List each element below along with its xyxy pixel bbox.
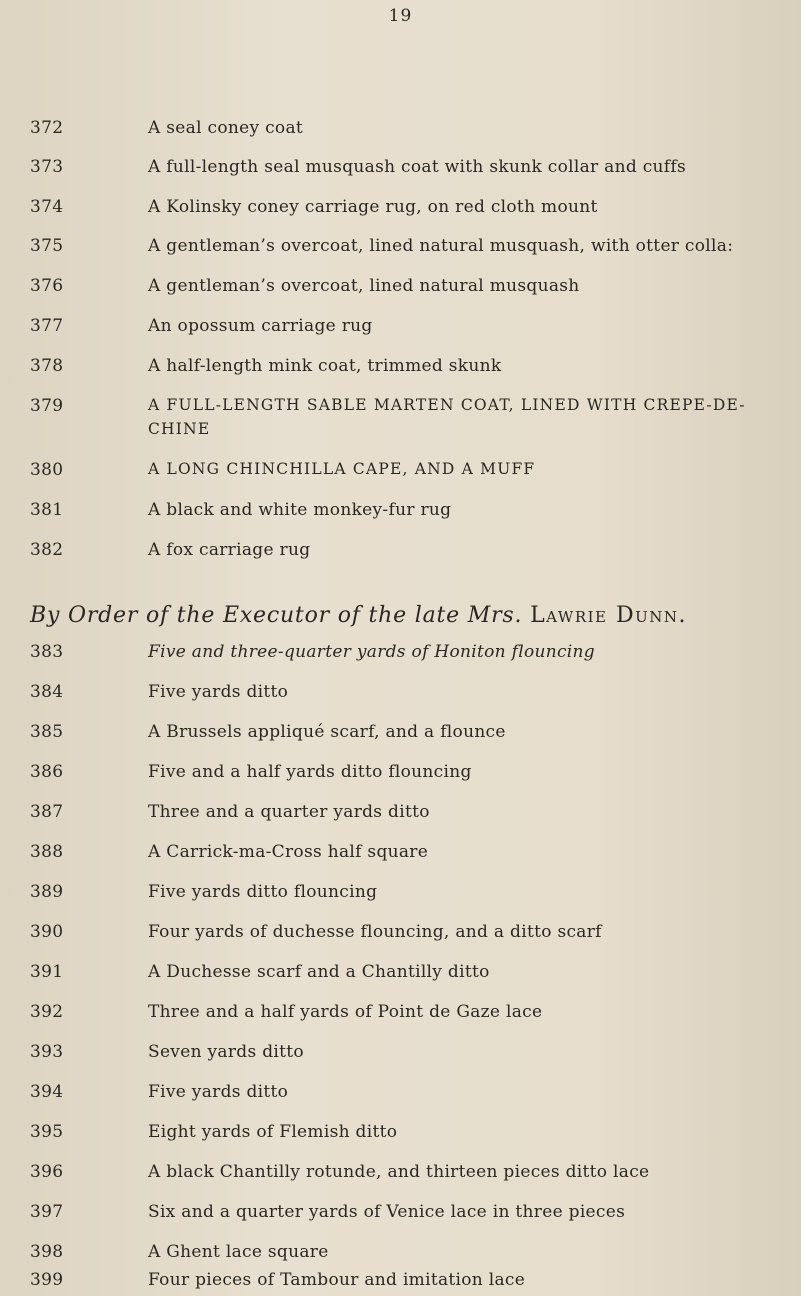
lot-number: 390 [30,922,64,942]
lot-number: 381 [30,500,64,520]
lot-description: A LONG CHINCHILLA CAPE, AND A MUFF [148,460,536,478]
lot-description: A black Chantilly rotunde, and thirteen pieces ditto lace [148,1162,650,1182]
lot-description: A Duchesse scarf and a Chantilly ditto [148,962,490,982]
lot-number: 394 [30,1082,64,1102]
page-number: 19 [388,6,413,26]
lot-description: A Brussels appliqué scarf, and a flounce [148,722,506,742]
section-heading [30,603,800,628]
lot-description: Five and three-quarter yards of Honiton flouncing [148,642,595,662]
lot-number: 384 [30,682,64,702]
lot-number: 378 [30,356,64,376]
lot-number: 395 [30,1122,64,1142]
lot-number: 385 [30,722,64,742]
lot-number: 387 [30,802,64,822]
lot-description: A Kolinsky coney carriage rug, on red cloth mount [148,197,598,217]
lot-number: 382 [30,540,64,560]
lot-description: A Ghent lace square [148,1242,329,1262]
lot-number: 389 [30,882,64,902]
lot-description: A half-length mink coat, trimmed skunk [148,356,502,376]
lot-number: 379 [30,396,64,416]
lot-number: 397 [30,1202,64,1222]
lot-description: Seven yards ditto [148,1042,304,1062]
lot-number: 392 [30,1002,64,1022]
lot-description: Five and a half yards ditto flouncing [148,762,472,782]
lot-number: 380 [30,460,64,480]
lot-description: Six and a quarter yards of Venice lace in three pieces [148,1202,626,1222]
lot-description: A fox carriage rug [148,540,311,560]
lot-description: Three and a quarter yards ditto [148,802,430,822]
lot-number: 375 [30,236,64,256]
lot-description: Five yards ditto [148,1082,289,1102]
lot-description: A gentleman’s overcoat, lined natural musquash, with otter colla: [148,236,734,256]
lot-description: Five yards ditto flouncing [148,882,378,902]
section-heading-prefix: By Order of the Executor of the late Mrs. [30,603,523,628]
lot-number: 372 [30,118,64,138]
lot-description: Eight yards of Flemish ditto [148,1122,398,1142]
lot-description: Three and a half yards of Point de Gaze lace [148,1002,543,1022]
section-heading-name: Lawrie Dunn. [530,603,687,628]
lot-description: An opossum carriage rug [148,316,373,336]
lot-number: 398 [30,1242,64,1262]
lot-description: Four pieces of Tambour and imitation lace [148,1270,526,1290]
lot-number: 393 [30,1042,64,1062]
lot-number: 396 [30,1162,64,1182]
lot-description: A FULL-LENGTH SABLE MARTEN COAT, LINED WITH CREPE-DE- [148,396,746,414]
lot-number: 388 [30,842,64,862]
lot-description: Five yards ditto [148,682,289,702]
lot-description-continued: CHINE [148,420,211,438]
lot-number: 399 [30,1270,64,1290]
lot-description: Four yards of duchesse flouncing, and a ditto scarf [148,922,602,942]
lot-description: A seal coney coat [148,118,304,138]
lot-description: A Carrick-ma-Cross half square [148,842,429,862]
lot-number: 386 [30,762,64,782]
lot-number: 376 [30,276,64,296]
lot-description: A gentleman’s overcoat, lined natural musquash [148,276,580,296]
lot-number: 374 [30,197,64,217]
lot-number: 391 [30,962,64,982]
lot-number: 377 [30,316,64,336]
lot-number: 373 [30,157,64,177]
lot-number: 383 [30,642,64,662]
lot-description: A full-length seal musquash coat with skunk collar and cuffs [148,157,687,177]
lot-description: A black and white monkey-fur rug [148,500,452,520]
